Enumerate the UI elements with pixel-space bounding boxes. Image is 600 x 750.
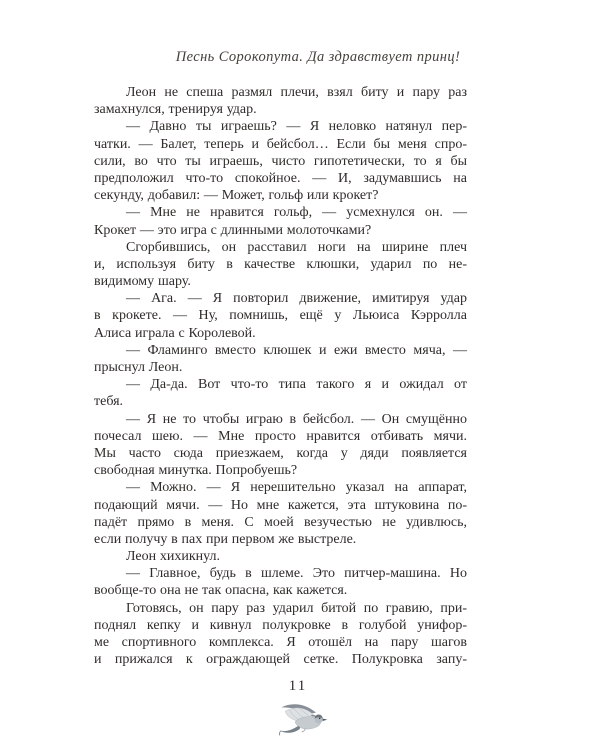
text-line: секунду, добавил: — Может, гольф или крокет?	[94, 188, 379, 204]
text-line: и прижался к ограждающей сетке. Полукровка запу-	[94, 652, 467, 668]
text-line: ме спортивного комплекса. Я отошёл на пару шагов	[94, 635, 467, 650]
paragraph	[94, 84, 467, 118]
text-line: чатки. — Балет, теперь и бейсбол… Если бы меня спро-	[94, 136, 467, 152]
paragraph	[94, 290, 467, 342]
paragraph	[94, 204, 467, 238]
paragraph	[94, 118, 467, 204]
text-line: Леон хихикнул.	[126, 549, 221, 565]
text-line: Готовясь, он пару раз ударил битой по гравию, при-	[126, 600, 467, 616]
text-line: подающий мячи. — Но мне кажется, эта штуковина по-	[94, 497, 467, 513]
flying-bird-icon	[272, 699, 332, 741]
paragraph	[94, 600, 467, 669]
text-line: — Можно. — Я нерешительно указал на аппарат,	[126, 480, 467, 496]
text-line: — Фламинго вместо клюшек и ежи вместо мяча, —	[126, 342, 467, 358]
text-line: вообще-то она не так опасна, как кажется.	[94, 583, 348, 599]
paragraph	[94, 239, 467, 291]
text-block	[94, 84, 467, 668]
text-line: предположил что-то спокойное. — И, задумавшись на	[94, 170, 467, 186]
text-line: и, используя биту в качестве клюшки, ударил по не-	[94, 256, 467, 272]
text-line: Алиса играла с Королевой.	[94, 325, 256, 341]
text-line: свободная минутка. Попробуешь?	[94, 463, 298, 479]
text-line: почесал шею. — Мне просто нравится отбивать мячи.	[94, 428, 467, 444]
paragraph	[94, 565, 467, 599]
text-line: Сгорбившись, он расставил ноги на ширине плеч	[126, 239, 467, 255]
paragraph	[94, 479, 467, 548]
paragraph	[94, 376, 467, 410]
text-line: сили, во что ты играешь, чисто гипотетически, то я бы	[94, 153, 467, 169]
text-line: Леон не спеша размял плечи, взял биту и пару раз	[126, 85, 467, 100]
paragraph	[94, 342, 467, 376]
text-line: Крокет — это игра с длинными молоточками?	[94, 222, 372, 238]
text-line: в крокете. — Ну, помнишь, ещё у Льюиса Кэрролла	[94, 308, 467, 324]
text-line: прыснул Леон.	[94, 360, 183, 375]
text-line: если получу в пах при первом же выстреле.	[94, 531, 357, 547]
text-line: — Да-да. Вот что-то типа такого я и ожидал от	[126, 377, 467, 393]
text-line: — Мне не нравится гольф, — усмехнулся он. —	[126, 205, 467, 221]
text-line: — Главное, будь в шлеме. Это питчер-машина. Но	[126, 566, 467, 582]
text-line: — Я не то чтобы играю в бейсбол. — Он смущённо	[126, 411, 467, 427]
paragraph	[94, 411, 467, 480]
page-number: 11	[288, 678, 308, 694]
text-line: тебя.	[94, 394, 124, 410]
bird-ornament	[272, 699, 332, 741]
text-line: падёт прямо в меня. С моей везучестью не удивлюсь,	[94, 514, 467, 530]
text-line: — Ага. — Я повторил движение, имитируя удар	[126, 291, 467, 307]
text-line: Мы часто сюда приезжаем, когда у дяди появляется	[94, 445, 467, 461]
paragraph	[94, 548, 467, 565]
text-line: поднял кепку и кивнул полукровке в голубой унифор-	[94, 617, 467, 633]
text-line: — Давно ты играешь? — Я неловко натянул пер-	[126, 119, 467, 135]
text-line: замахнулся, тренируя удар.	[94, 102, 257, 118]
running-head: Песнь Сорокопута. Да здравствует принц!	[175, 49, 461, 65]
text-line: видимому шару.	[94, 274, 191, 290]
